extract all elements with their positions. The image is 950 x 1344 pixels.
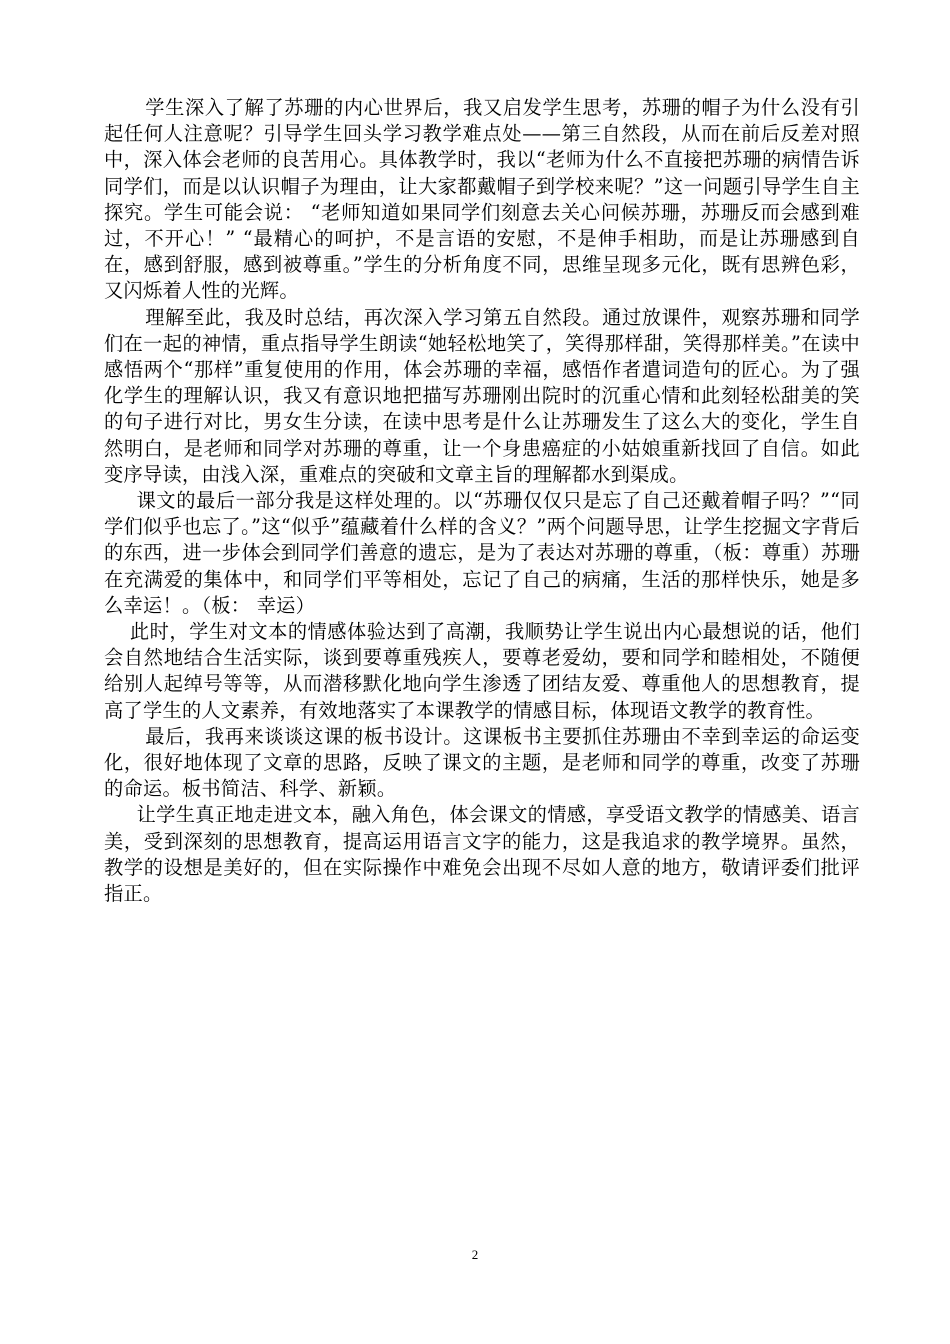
- document-body: [104, 95, 860, 907]
- paragraph-4: 此时，学生对文本的情感体验达到了高潮，我顺势让学生说出内心最想说的话，他们会自然地结合生活实际，谈到要尊重残疾人，要尊老爱幼，要和同学和睦相处，不随便给别人起绰号等等，从而潜移默化地向学生渗透了团结友爱、尊重他人的思想教育，提高了学生的人文素养，有效地落实了本课教学的情感目标，体现语文教学的教育性。: [104, 620, 860, 722]
- page-number: 2: [471, 1247, 479, 1262]
- paragraph-1: 学生深入了解了苏珊的内心世界后，我又启发学生思考，苏珊的帽子为什么没有引起任何人注意呢？引导学生回头学习教学难点处——第三自然段，从而在前后反差对照中，深入体会老师的良苦用心。具体教学时，我以“老师为什么不直接把苏珊的病情告诉同学们，而是以认识帽子为理由，让大家都戴帽子到学校来呢？”这一问题引导学生自主探究。学生可能会说： “老师知道如果同学们刻意去关心问候苏珊，苏珊反而会感到难过，不开心！” “最精心的呵护，不是言语的安慰，不是伸手相助，而是让苏珊感到自在，感到舒服，感到被尊重。”学生的分析角度不同，思维呈现多元化，既有思辨色彩，又闪烁着人性的光辉。: [104, 96, 860, 303]
- paragraph-5: 最后，我再来谈谈这课的板书设计。这课板书主要抓住苏珊由不幸到幸运的命运变化，很好地体现了文章的思路，反映了课文的主题，是老师和同学的尊重，改变了苏珊的命运。板书简洁、科学、新颖。: [104, 724, 860, 801]
- paragraph-2: 理解至此，我及时总结，再次深入学习第五自然段。通过放课件，观察苏珊和同学们在一起的神情，重点指导学生朗读“她轻松地笑了，笑得那样甜，笑得那样美。”在读中感悟两个“那样”重复使用的作用，体会苏珊的幸福，感悟作者遣词造句的匠心。为了强化学生的理解认识，我又有意识地把描写苏珊刚出院时的沉重心情和此刻轻松甜美的笑的句子进行对比，男女生分读，在读中思考是什么让苏珊发生了这么大的变化，学生自然明白，是老师和同学对苏珊的尊重，让一个身患癌症的小姑娘重新找回了自信。如此变序导读，由浅入深，重难点的突破和文章主旨的理解都水到渠成。: [104, 305, 860, 486]
- paragraph-3: 课文的最后一部分我是这样处理的。以“苏珊仅仅只是忘了自己还戴着帽子吗？”“同学们似乎也忘了。”这“似乎”蕴藏着什么样的含义？”两个问题导思，让学生挖掘文字背后的东西，进一步体会到同学们善意的遗忘，是为了表达对苏珊的尊重，（板：尊重）苏珊在充满爱的集体中，和同学们平等相处，忘记了自己的病痛，生活的那样快乐，她是多么幸运！。（板： 幸运）: [104, 489, 860, 617]
- paragraph-6: 让学生真正地走进文本，融入角色，体会课文的情感，享受语文教学的情感美、语言美，受到深刻的思想教育，提高运用语言文字的能力，这是我追求的教学境界。虽然，教学的设想是美好的，但在实际操作中难免会出现不尽如人意的地方，敬请评委们批评指正。: [104, 803, 860, 906]
